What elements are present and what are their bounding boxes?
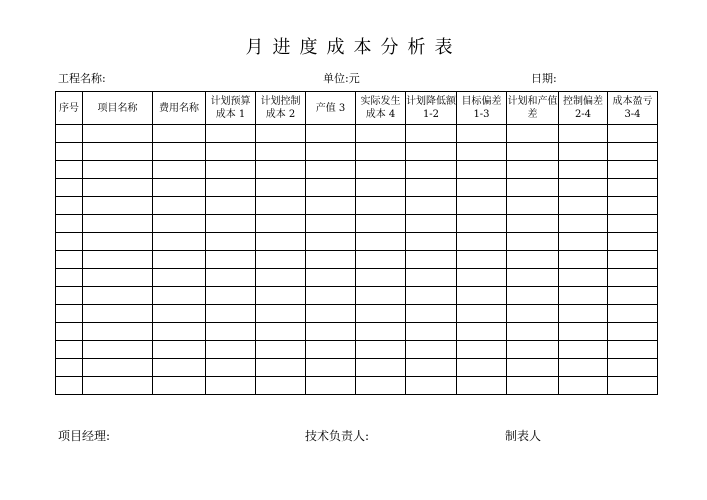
table-cell[interactable]: [153, 179, 206, 197]
table-cell[interactable]: [56, 287, 83, 305]
table-cell[interactable]: [608, 287, 658, 305]
header-planned-reduction: 计划降低额 1-2: [406, 92, 457, 125]
table-cell[interactable]: [153, 161, 206, 179]
table-cell[interactable]: [608, 269, 658, 287]
table-cell[interactable]: [406, 161, 457, 179]
table-cell[interactable]: [457, 161, 507, 179]
table-cell[interactable]: [356, 341, 406, 359]
table-cell[interactable]: [559, 197, 608, 215]
header-control-deviation: 控制偏差 2-4: [559, 92, 608, 125]
table-cell[interactable]: [56, 359, 83, 377]
table-cell[interactable]: [457, 125, 507, 143]
table-row: [56, 197, 658, 215]
table-cell[interactable]: [608, 179, 658, 197]
table-cell[interactable]: [356, 251, 406, 269]
table-cell[interactable]: [153, 197, 206, 215]
table-cell[interactable]: [256, 341, 306, 359]
table-cell[interactable]: [306, 305, 356, 323]
table-cell[interactable]: [153, 359, 206, 377]
table-cell[interactable]: [559, 233, 608, 251]
table-cell[interactable]: [457, 233, 507, 251]
table-cell[interactable]: [457, 269, 507, 287]
table-cell[interactable]: [306, 341, 356, 359]
table-cell[interactable]: [457, 341, 507, 359]
table-cell[interactable]: [83, 359, 153, 377]
table-cell[interactable]: [56, 251, 83, 269]
table-cell[interactable]: [306, 377, 356, 395]
table-cell[interactable]: [83, 251, 153, 269]
table-cell[interactable]: [153, 269, 206, 287]
table-cell[interactable]: [83, 287, 153, 305]
table-row: [56, 359, 658, 377]
table-cell[interactable]: [507, 377, 559, 395]
table-cell[interactable]: [608, 125, 658, 143]
table-row: [56, 233, 658, 251]
table-cell[interactable]: [206, 233, 256, 251]
table-cell[interactable]: [406, 269, 457, 287]
table-cell[interactable]: [457, 305, 507, 323]
table-cell[interactable]: [406, 215, 457, 233]
table-cell[interactable]: [206, 341, 256, 359]
table-cell[interactable]: [457, 251, 507, 269]
table-cell[interactable]: [306, 323, 356, 341]
table-cell[interactable]: [306, 161, 356, 179]
table-cell[interactable]: [507, 341, 559, 359]
table-cell[interactable]: [256, 377, 306, 395]
table-cell[interactable]: [83, 143, 153, 161]
table-cell[interactable]: [507, 215, 559, 233]
table-cell[interactable]: [356, 323, 406, 341]
table-cell[interactable]: [83, 377, 153, 395]
table-cell[interactable]: [457, 143, 507, 161]
table-cell[interactable]: [83, 215, 153, 233]
table-cell[interactable]: [83, 179, 153, 197]
table-cell[interactable]: [256, 359, 306, 377]
table-row: [56, 143, 658, 161]
table-row: [56, 215, 658, 233]
table-cell[interactable]: [56, 323, 83, 341]
table-cell[interactable]: [507, 287, 559, 305]
table-cell[interactable]: [608, 341, 658, 359]
table-cell[interactable]: [507, 179, 559, 197]
table-cell[interactable]: [559, 287, 608, 305]
table-cell[interactable]: [56, 341, 83, 359]
table-cell[interactable]: [206, 143, 256, 161]
table-cell[interactable]: [153, 377, 206, 395]
table-cell[interactable]: [256, 197, 306, 215]
table-cell[interactable]: [406, 359, 457, 377]
table-cell[interactable]: [256, 269, 306, 287]
header-actual-cost: 实际发生成本 4: [356, 92, 406, 125]
table-cell[interactable]: [406, 197, 457, 215]
table-cell[interactable]: [256, 305, 306, 323]
project-name-label: 工程名称:: [58, 72, 106, 85]
table-cell[interactable]: [559, 251, 608, 269]
table-cell[interactable]: [306, 251, 356, 269]
table-cell[interactable]: [356, 125, 406, 143]
table-cell[interactable]: [306, 233, 356, 251]
table-cell[interactable]: [56, 377, 83, 395]
table-cell[interactable]: [608, 197, 658, 215]
table-cell[interactable]: [56, 233, 83, 251]
table-cell[interactable]: [356, 197, 406, 215]
header-cost-name: 费用名称: [153, 92, 206, 125]
table-cell[interactable]: [206, 251, 256, 269]
table-cell[interactable]: [608, 143, 658, 161]
header-plan-output-diff: 计划和产值差: [507, 92, 559, 125]
table-cell[interactable]: [256, 125, 306, 143]
table-cell[interactable]: [356, 377, 406, 395]
table-cell[interactable]: [56, 143, 83, 161]
table-cell[interactable]: [406, 233, 457, 251]
table-cell[interactable]: [559, 305, 608, 323]
table-cell[interactable]: [206, 287, 256, 305]
table-cell[interactable]: [507, 269, 559, 287]
table-cell[interactable]: [56, 305, 83, 323]
table-cell[interactable]: [83, 269, 153, 287]
header-seq: 序号: [56, 92, 83, 125]
table-cell[interactable]: [83, 197, 153, 215]
header-target-deviation: 目标偏差 1-3: [457, 92, 507, 125]
table-maker-label: 制表人: [505, 429, 542, 443]
table-cell[interactable]: [559, 359, 608, 377]
table-cell[interactable]: [608, 215, 658, 233]
table-cell[interactable]: [559, 269, 608, 287]
table-row: [56, 269, 658, 287]
table-cell[interactable]: [507, 323, 559, 341]
header-output-value: 产值 3: [306, 92, 356, 125]
table-header-row: [56, 92, 658, 125]
tech-lead-label: 技术负责人:: [305, 429, 370, 443]
table-cell[interactable]: [256, 251, 306, 269]
table-row: [56, 287, 658, 305]
table-cell[interactable]: [206, 215, 256, 233]
table-cell[interactable]: [507, 161, 559, 179]
table-cell[interactable]: [256, 161, 306, 179]
table-cell[interactable]: [559, 161, 608, 179]
table-cell[interactable]: [153, 305, 206, 323]
table-row: [56, 179, 658, 197]
table-cell[interactable]: [559, 125, 608, 143]
table-cell[interactable]: [206, 161, 256, 179]
table-cell[interactable]: [406, 125, 457, 143]
table-cell[interactable]: [206, 179, 256, 197]
table-cell[interactable]: [256, 287, 306, 305]
table-cell[interactable]: [406, 251, 457, 269]
table-cell[interactable]: [406, 341, 457, 359]
table-cell[interactable]: [153, 341, 206, 359]
table-cell[interactable]: [153, 323, 206, 341]
table-cell[interactable]: [507, 125, 559, 143]
table-row: [56, 161, 658, 179]
table-cell[interactable]: [608, 233, 658, 251]
table-cell[interactable]: [206, 377, 256, 395]
table-cell[interactable]: [206, 305, 256, 323]
table-cell[interactable]: [83, 125, 153, 143]
table-row: [56, 323, 658, 341]
table-cell[interactable]: [83, 233, 153, 251]
header-planned-budget: 计划预算成本 1: [206, 92, 256, 125]
table-cell[interactable]: [608, 359, 658, 377]
table-cell[interactable]: [153, 251, 206, 269]
table-cell[interactable]: [356, 359, 406, 377]
table-row: [56, 125, 658, 143]
table-cell[interactable]: [56, 125, 83, 143]
table-cell[interactable]: [153, 215, 206, 233]
table-cell[interactable]: [356, 269, 406, 287]
table-cell[interactable]: [507, 251, 559, 269]
header-project-name: 项目名称: [83, 92, 153, 125]
table-cell[interactable]: [306, 359, 356, 377]
header-profit-loss: 成本盈亏 3-4: [608, 92, 658, 125]
table-cell[interactable]: [406, 377, 457, 395]
table-cell[interactable]: [56, 179, 83, 197]
table-cell[interactable]: [56, 269, 83, 287]
table-cell[interactable]: [256, 143, 306, 161]
table-cell[interactable]: [56, 161, 83, 179]
table-cell[interactable]: [406, 323, 457, 341]
table-cell[interactable]: [356, 305, 406, 323]
cost-analysis-table: [55, 91, 658, 395]
table-cell[interactable]: [306, 125, 356, 143]
table-cell[interactable]: [306, 197, 356, 215]
table-cell[interactable]: [356, 179, 406, 197]
table-cell[interactable]: [306, 287, 356, 305]
table-cell[interactable]: [559, 377, 608, 395]
table-cell[interactable]: [559, 323, 608, 341]
table-cell[interactable]: [356, 143, 406, 161]
table-cell[interactable]: [83, 341, 153, 359]
table-row: [56, 251, 658, 269]
table-cell[interactable]: [83, 305, 153, 323]
table-cell[interactable]: [507, 197, 559, 215]
table-cell[interactable]: [559, 215, 608, 233]
table-cell[interactable]: [56, 215, 83, 233]
table-cell[interactable]: [457, 359, 507, 377]
page-title: 月进度成本分析表: [245, 37, 462, 58]
table-cell[interactable]: [306, 179, 356, 197]
header-planned-control: 计划控制成本 2: [256, 92, 306, 125]
table-cell[interactable]: [457, 215, 507, 233]
table-cell[interactable]: [153, 287, 206, 305]
table-cell[interactable]: [356, 161, 406, 179]
table-cell[interactable]: [406, 143, 457, 161]
table-cell[interactable]: [256, 215, 306, 233]
date-label: 日期:: [531, 72, 557, 85]
table-cell[interactable]: [256, 233, 306, 251]
table-cell[interactable]: [206, 125, 256, 143]
table-cell[interactable]: [608, 251, 658, 269]
table-cell[interactable]: [507, 359, 559, 377]
table-cell[interactable]: [559, 341, 608, 359]
table-cell[interactable]: [457, 323, 507, 341]
table-cell[interactable]: [56, 197, 83, 215]
table-cell[interactable]: [306, 143, 356, 161]
table-cell[interactable]: [406, 305, 457, 323]
table-cell[interactable]: [306, 215, 356, 233]
table-cell[interactable]: [256, 179, 306, 197]
table-cell[interactable]: [356, 287, 406, 305]
table-cell[interactable]: [608, 323, 658, 341]
table-cell[interactable]: [206, 323, 256, 341]
table-cell[interactable]: [457, 179, 507, 197]
table-cell[interactable]: [406, 179, 457, 197]
table-cell[interactable]: [559, 179, 608, 197]
table-cell[interactable]: [206, 269, 256, 287]
table-cell[interactable]: [83, 161, 153, 179]
table-cell[interactable]: [406, 287, 457, 305]
table-cell[interactable]: [206, 359, 256, 377]
table-cell[interactable]: [507, 233, 559, 251]
table-body: [56, 125, 658, 395]
project-manager-label: 项目经理:: [58, 429, 111, 443]
table-cell[interactable]: [206, 197, 256, 215]
table-cell[interactable]: [608, 305, 658, 323]
unit-label: 单位:元: [323, 72, 360, 85]
table-cell[interactable]: [559, 143, 608, 161]
table-cell[interactable]: [457, 377, 507, 395]
table-cell[interactable]: [608, 161, 658, 179]
table-cell[interactable]: [153, 233, 206, 251]
table-cell[interactable]: [507, 143, 559, 161]
table-cell[interactable]: [457, 287, 507, 305]
table-cell[interactable]: [306, 269, 356, 287]
table-cell[interactable]: [256, 323, 306, 341]
table-cell[interactable]: [608, 377, 658, 395]
table-cell[interactable]: [356, 215, 406, 233]
table-cell[interactable]: [153, 125, 206, 143]
table-cell[interactable]: [153, 143, 206, 161]
table-cell[interactable]: [83, 323, 153, 341]
table-cell[interactable]: [457, 197, 507, 215]
table-row: [56, 305, 658, 323]
table-row: [56, 341, 658, 359]
table-cell[interactable]: [507, 305, 559, 323]
table-cell[interactable]: [356, 233, 406, 251]
table-row: [56, 377, 658, 395]
